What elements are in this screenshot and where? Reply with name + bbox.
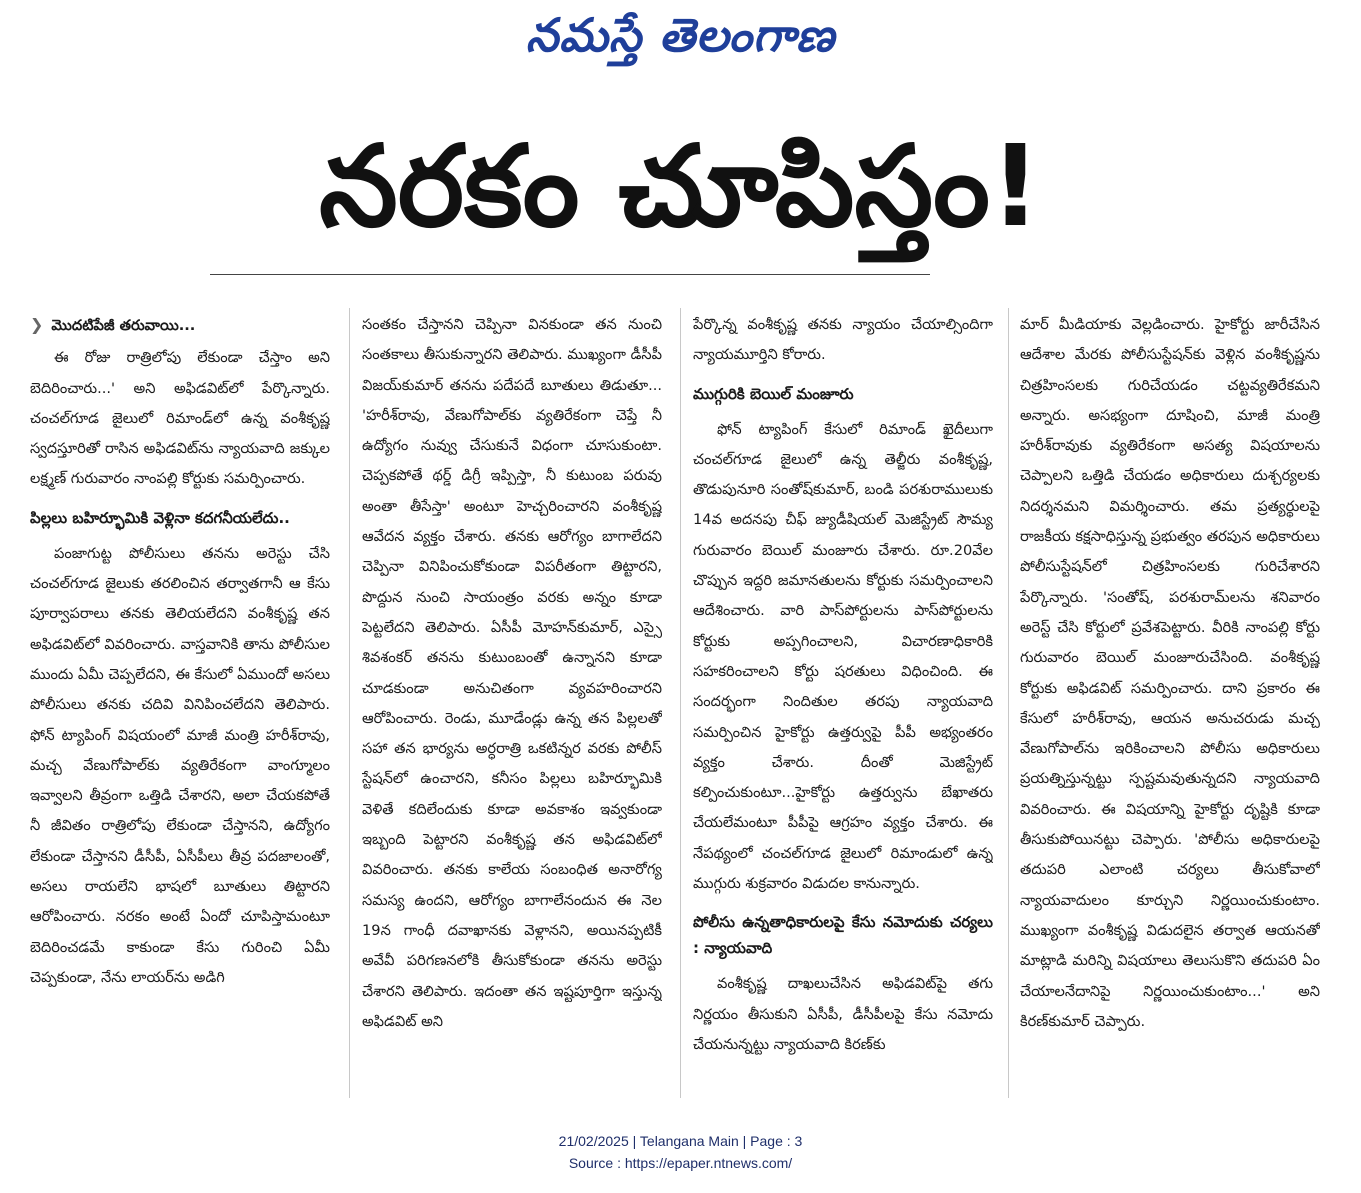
- footer-source-link[interactable]: Source : https://epaper.ntnews.com/: [568, 1155, 793, 1171]
- masthead-logo: నమస్తే తెలంగాణ: [525, 8, 836, 62]
- subheading: ముగ్గురికి బెయిల్ మంజూరు: [693, 384, 854, 403]
- headline: నరకం చూపిస్తం!: [319, 122, 1041, 252]
- column-divider: [680, 308, 681, 1098]
- subheading: పిల్లలు బహిర్భూమికి వెళ్లినా కదగనీయలేదు..: [30, 508, 290, 527]
- footer-date-line: 21/02/2025 | Telangana Main | Page : 3: [558, 1133, 803, 1149]
- article-column-3: [693, 310, 993, 1100]
- continuation-label: ❯ మొదటిపేజీ తరువాయి...: [30, 315, 196, 334]
- paragraph: పేర్కొన్న వంశీకృష్ణ తనకు న్యాయం చేయాల్సిందిగా న్యాయమూర్తిని కోరారు.: [693, 316, 993, 364]
- paragraph: ఫోన్ ట్యాపింగ్ కేసులో రిమాండ్ ఖైదీలుగా చంచల్‌గూడ జైలులో ఉన్న తెల్జీరు వంశీకృష్ణ, తొడుపునూరి సంతోష్‌కుమార్, బండి పరశురాములుకు 14వ అదనపు చీఫ్ జ్యుడీషియల్ మెజిస్ట్రేట్ సౌమ్య గురువారం బెయిల్ మంజూరు చేశారు. రూ.20వేల చొప్పున ఇద్దరి జమానతులను కోర్టుకు సమర్పించాలని ఆదేశించారు. వారి పాస్‌పోర్టులను పాస్‌పోర్టులను కోర్టుకు అప్పగించాలని, విచారణాధికారికి సహకరించాలని కోర్టు షరతులు విధించింది. ఈ సందర్భంగా నిందితుల తరపు న్యాయవాది సమర్పించిన హైకోర్టు ఉత్తర్వుపై పీపీ అభ్యంతరం వ్యక్తం చేశారు. దీంతో మెజిస్ట్రేట్ కల్పించుకుంటూ...హైకోర్టు ఉత్తర్వును బేఖాతరు చేయలేమంటూ పీపీపై ఆగ్రహం వ్యక్తం చేశారు. ఈ నేపథ్యంలో చంచల్‌గూడ జైలులో రిమాండులో ఉన్న ముగ్గురు శుక్రవారం విడుదల కానున్నారు.: [693, 420, 993, 893]
- chevron-right-icon: ❯: [30, 315, 44, 334]
- column-divider: [349, 308, 350, 1098]
- article-column-4: [1020, 310, 1320, 1100]
- article-column-2: [362, 310, 662, 1100]
- paragraph: మార్ మీడియాకు వెల్లడించారు. హైకోర్టు జారీచేసిన ఆదేశాల మేరకు పోలీసుస్టేషన్‌కు వెళ్లిన వంశీకృష్ణను చిత్రహింసలకు గురిచేయడం చట్టవ్యతిరేకమని అన్నారు. అసభ్యంగా దూషించి, మాజీ మంత్రి హరీశ్‌రావుకు వ్యతిరేకంగా అసత్య విషయాలను చెప్పాలని ఒత్తిడి చేయడం అధికారులు దుశ్చర్యలకు నిదర్శనమని విమర్శించారు. తమ ప్రత్యర్థులపై రాజకీయ కక్షసాధిస్తున్న ప్రభుత్వం తరపున అధికారులు పోలీసుస్టేషన్‌లో చిత్రహింసలకు గురిచేశారని పేర్కొన్నారు. 'సంతోష్, పరశురామ్‌లను శనివారం అరెస్ట్ చేసి కోర్టులో ప్రవేశపెట్టారు. వీరికి నాంపల్లి కోర్టు గురువారం బెయిల్ మంజూరుచేసింది. వంశీకృష్ణ కోర్టుకు అఫిడవిట్ సమర్పించారు. దాని ప్రకారం ఈ కేసులో హరీశ్‌రావు, ఆయన అనుచరుడు మచ్చ వేణుగోపాల్‌ను ఇరికించాలని పోలీసు అధికారులు ప్రయత్నిస్తున్నట్టు స్పష్టమవుతున్నదని న్యాయవాది వివరించారు. ఈ విషయాన్ని హైకోర్టు దృష్టికి కూడా తీసుకుపోయినట్టు చెప్పారు. 'పోలీసు అధికారులపై తదుపరి ఎలాంటి చర్యలు తీసుకోవాలో న్యాయవాదులం కూర్చుని నిర్ణయించుకుంటాం. ముఖ్యంగా వంశీకృష్ణ విడుదలైన తర్వాత ఆయనతో మాట్లాడి మరిన్ని విషయాలు తెలుసుకొని తదుపరి ఏం చేయాలనేదానిపై నిర్ణయించుకుంటాం...' అని కిరణ్‌కుమార్ చెప్పారు.: [1020, 316, 1320, 1030]
- headline-rule: [210, 274, 930, 275]
- article-column-1: [30, 310, 330, 1100]
- paragraph: సంతకం చేస్తానని చెప్పినా వినకుండా తన నుంచి సంతకాలు తీసుకున్నారని తెలిపారు. ముఖ్యంగా డీసీపీ విజయ్‌కుమార్ తనను పదేపదే బూతులు తిడుతూ... 'హరీశ్‌రావు, వేణుగోపాల్‌కు వ్యతిరేకంగా చెప్తే నీ ఉద్యోగం నువ్వు చేసుకునే విధంగా చూసుకుంటా. చెప్పకపోతే థర్డ్ డిగ్రీ ఇప్పిస్తా, నీ కుటుంబ పరువు అంతా తీసేస్తా' అంటూ హెచ్చరించారని వంశీకృష్ణ ఆవేదన వ్యక్తం చేశారు. తనకు ఆరోగ్యం బాగాలేదని చెప్పినా వినిపించుకోకుండా విపరీతంగా తిట్టారని, పొద్దున నుంచి సాయంత్రం వరకు అన్నం కూడా పెట్టలేదని తెలిపారు. ఏసీపీ మోహన్‌కుమార్, ఎస్సై శివశంకర్ తనను కుటుంబంతో ఉన్నానని కూడా చూడకుండా అనుచితంగా వ్యవహరించారని ఆరోపించారు. రెండు, మూడేండ్లు ఉన్న తన పిల్లలతో సహా తన భార్యను అర్ధరాత్రి ఒకటిన్నర వరకు పోలీస్ స్టేషన్‌లో ఉంచారని, కనీసం పిల్లలు బహిర్భూమికి వెళితే కదిలేందుకు కూడా అవకాశం ఇవ్వకుండా ఇబ్బంది పెట్టారని వంశీకృష్ణ తన అఫిడవిట్‌లో వివరించారు. తనకు కాలేయ సంబంధిత అనారోగ్య సమస్య ఉందని, ఆరోగ్యం బాగాలేనందున ఈ నెల 19న గాంధీ దవాఖానకు వెళ్లానని, అయినప్పటికీ అవేవీ పరిగణనలోకి తీసుకోకుండా తనను అరెస్టు చేశారని తెలిపారు. ఇదంతా తన ఇష్టపూర్తిగా ఇస్తున్న అఫిడవిట్ అని: [362, 316, 662, 1030]
- paragraph: వంశీకృష్ణ దాఖలుచేసిన అఫిడవిట్‌పై తగు నిర్ణయం తీసుకుని ఏసీపీ, డీసీపీలపై కేసు నమోదు చేయనున్నట్టు న్యాయవాది కిరణ్‌కు: [693, 975, 993, 1053]
- paragraph: పంజాగుట్ట పోలీసులు తనను అరెస్టు చేసి చంచల్‌గూడ జైలుకు తరలించిన తర్వాతగానీ ఆ కేసు పూర్వాపరాలు తనకు తెలియలేదని వంశీకృష్ణ తన అఫిడవిట్‌లో వివరించారు. వాస్తవానికి తాను పోలీసుల ముందు ఏమీ చెప్పలేదని, ఈ కేసులో ఏముందో అసలు పోలీసులు తనకు చదివి వినిపించలేదని తెలిపారు. ఫోన్ ట్యాపింగ్ విషయంలో మాజీ మంత్రి హరీశ్‌రావు, మచ్చ వేణుగోపాల్‌కు వ్యతిరేకంగా వాంగ్మూలం ఇవ్వాలని తీవ్రంగా ఒత్తిడి చేశారని, అలా చేయకపోతే నీ జీవితం రాత్రిలోపు లేకుండా చేస్తానని, ఉద్యోగం లేకుండా చేస్తానని డీసీపీ, ఏసీపీలు తీవ్ర పదజాలంతో, అసలు రాయలేని భాషలో బూతులు తిట్టారని ఆరోపించారు. నరకం అంటే ఏందో చూపిస్తామంటూ బెదిరించడమే కాకుండా కేసు గురించి ఏమీ చెప్పకుండా, నేను లాయర్‌ను అడిగి: [30, 544, 330, 986]
- subheading: పోలీసు ఉన్నతాధికారులపై కేసు నమోదుకు చర్యలు : న్యాయవాది: [693, 913, 993, 958]
- paragraph: ఈ రోజు రాత్రిలోపు లేకుండా చేస్తాం అని బెదిరించారు...' అని అఫిడవిట్‌లో పేర్కొన్నారు. చంచల్‌గూడ జైలులో రిమాండ్‌లో ఉన్న వంశీకృష్ణ స్వదస్తూరితో రాసిన అఫిడవిట్‌ను న్యాయవాది జక్కుల లక్ష్మణ్ గురువారం నాంపల్లి కోర్టుకు సమర్పించారు.: [30, 349, 330, 488]
- column-divider: [1008, 308, 1009, 1098]
